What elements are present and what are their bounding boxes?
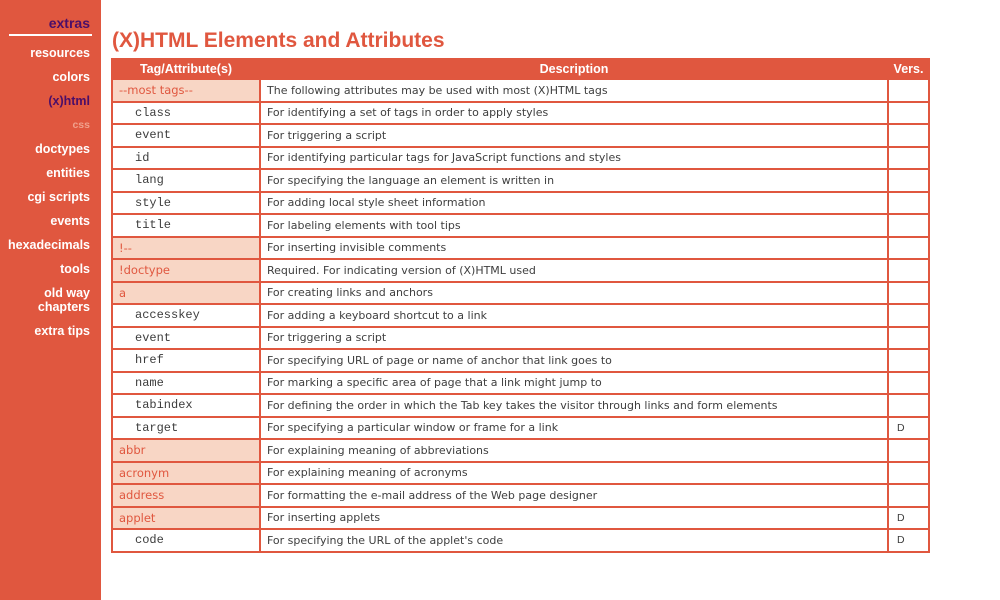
description-cell: For specifying the URL of the applet's code xyxy=(260,529,888,552)
description-cell: For formatting the e-mail address of the Web page designer xyxy=(260,484,888,507)
sidebar-item-css[interactable]: css xyxy=(72,119,90,131)
sidebar-item-hexadecimals[interactable]: hexadecimals xyxy=(8,238,90,252)
vers-cell xyxy=(888,124,929,147)
table-row xyxy=(112,124,929,147)
tag-cell: a xyxy=(112,282,260,305)
table-row xyxy=(112,507,929,530)
table-header-row xyxy=(112,59,929,79)
vers-cell xyxy=(888,169,929,192)
description-cell: Required. For indicating version of (X)HTML used xyxy=(260,259,888,282)
table-row xyxy=(112,417,929,440)
description-cell: For explaining meaning of acronyms xyxy=(260,462,888,485)
tag-cell: event xyxy=(112,327,260,350)
sidebar xyxy=(0,0,101,600)
column-header-vers: Vers. xyxy=(888,59,929,79)
description-cell: For triggering a script xyxy=(260,124,888,147)
vers-cell xyxy=(888,79,929,102)
table-row xyxy=(112,349,929,372)
description-cell: For identifying particular tags for JavaScript functions and styles xyxy=(260,147,888,170)
tag-cell: abbr xyxy=(112,439,260,462)
vers-cell xyxy=(888,102,929,125)
sidebar-item-x-html[interactable]: (x)html xyxy=(48,94,90,108)
vers-cell xyxy=(888,214,929,237)
vers-cell xyxy=(888,147,929,170)
tag-cell: code xyxy=(112,529,260,552)
sidebar-nav xyxy=(0,46,101,338)
vers-cell xyxy=(888,484,929,507)
tag-cell: --most tags-- xyxy=(112,79,260,102)
table-row xyxy=(112,79,929,102)
tag-cell: href xyxy=(112,349,260,372)
tag-cell: event xyxy=(112,124,260,147)
tag-cell: acronym xyxy=(112,462,260,485)
vers-cell xyxy=(888,349,929,372)
table-row xyxy=(112,394,929,417)
description-cell: For specifying URL of page or name of anchor that link goes to xyxy=(260,349,888,372)
vers-cell: D xyxy=(888,417,929,440)
vers-cell xyxy=(888,462,929,485)
description-cell: For inserting invisible comments xyxy=(260,237,888,260)
description-cell: For specifying a particular window or frame for a link xyxy=(260,417,888,440)
tag-cell: address xyxy=(112,484,260,507)
sidebar-item-entities[interactable]: entities xyxy=(46,166,90,180)
sidebar-heading: extras xyxy=(48,15,90,31)
vers-cell xyxy=(888,192,929,215)
table-row xyxy=(112,327,929,350)
description-cell: For adding local style sheet information xyxy=(260,192,888,215)
description-cell: For triggering a script xyxy=(260,327,888,350)
description-cell: For marking a specific area of page that a link might jump to xyxy=(260,372,888,395)
sidebar-divider xyxy=(9,34,92,36)
elements-attributes-table xyxy=(111,58,930,553)
table-row xyxy=(112,462,929,485)
table-row xyxy=(112,214,929,237)
table-row xyxy=(112,484,929,507)
tag-cell: id xyxy=(112,147,260,170)
table-row xyxy=(112,372,929,395)
tag-cell: target xyxy=(112,417,260,440)
table-row xyxy=(112,304,929,327)
sidebar-item-colors[interactable]: colors xyxy=(52,70,90,84)
vers-cell xyxy=(888,259,929,282)
sidebar-item-cgi-scripts[interactable]: cgi scripts xyxy=(27,190,90,204)
vers-cell xyxy=(888,327,929,350)
description-cell: For explaining meaning of abbreviations xyxy=(260,439,888,462)
column-header-tag: Tag/Attribute(s) xyxy=(112,59,260,79)
table-row xyxy=(112,102,929,125)
description-cell: For inserting applets xyxy=(260,507,888,530)
vers-cell xyxy=(888,304,929,327)
tag-cell: !doctype xyxy=(112,259,260,282)
tag-cell: class xyxy=(112,102,260,125)
description-cell: For adding a keyboard shortcut to a link xyxy=(260,304,888,327)
vers-cell xyxy=(888,394,929,417)
description-cell: For specifying the language an element is written in xyxy=(260,169,888,192)
vers-cell xyxy=(888,439,929,462)
sidebar-item-tools[interactable]: tools xyxy=(60,262,90,276)
page-title: (X)HTML Elements and Attributes xyxy=(112,29,445,52)
tag-cell: style xyxy=(112,192,260,215)
table-row xyxy=(112,439,929,462)
vers-cell xyxy=(888,282,929,305)
table-row xyxy=(112,259,929,282)
tag-cell: !-- xyxy=(112,237,260,260)
table-row xyxy=(112,237,929,260)
description-cell: For labeling elements with tool tips xyxy=(260,214,888,237)
table-row xyxy=(112,282,929,305)
tag-cell: tabindex xyxy=(112,394,260,417)
sidebar-item-old-way-chapters[interactable]: old way chapters xyxy=(37,286,90,314)
sidebar-item-doctypes[interactable]: doctypes xyxy=(35,142,90,156)
sidebar-item-resources[interactable]: resources xyxy=(30,46,90,60)
vers-cell xyxy=(888,372,929,395)
table-row xyxy=(112,529,929,552)
vers-cell: D xyxy=(888,507,929,530)
table-row xyxy=(112,169,929,192)
sidebar-item-events[interactable]: events xyxy=(50,214,90,228)
tag-cell: lang xyxy=(112,169,260,192)
column-header-description: Description xyxy=(260,59,888,79)
sidebar-item-extra-tips[interactable]: extra tips xyxy=(34,324,90,338)
tag-cell: name xyxy=(112,372,260,395)
table-row xyxy=(112,147,929,170)
table-row xyxy=(112,192,929,215)
main-content xyxy=(111,0,928,553)
tag-cell: title xyxy=(112,214,260,237)
description-cell: The following attributes may be used with most (X)HTML tags xyxy=(260,79,888,102)
tag-cell: accesskey xyxy=(112,304,260,327)
vers-cell xyxy=(888,237,929,260)
tag-cell: applet xyxy=(112,507,260,530)
description-cell: For defining the order in which the Tab key takes the visitor through links and form elements xyxy=(260,394,888,417)
description-cell: For identifying a set of tags in order to apply styles xyxy=(260,102,888,125)
vers-cell: D xyxy=(888,529,929,552)
description-cell: For creating links and anchors xyxy=(260,282,888,305)
